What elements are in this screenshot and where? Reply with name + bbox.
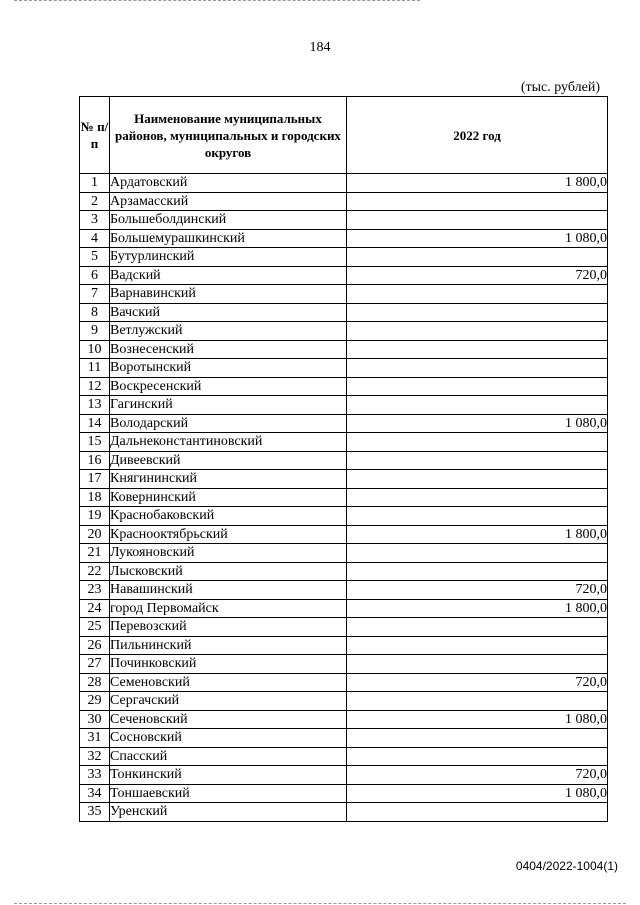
row-value xyxy=(347,544,608,563)
row-number: 35 xyxy=(80,803,110,822)
row-name: Арзамасский xyxy=(110,192,347,211)
row-value xyxy=(347,562,608,581)
row-name: Перевозский xyxy=(110,618,347,637)
units-label: (тыс. рублей) xyxy=(520,80,600,95)
table-row xyxy=(80,544,608,563)
row-value xyxy=(347,692,608,711)
row-name: Вачский xyxy=(110,303,347,322)
row-value: 720,0 xyxy=(347,581,608,600)
row-number: 18 xyxy=(80,488,110,507)
table-row xyxy=(80,599,608,618)
row-name: Сеченовский xyxy=(110,710,347,729)
table-row xyxy=(80,396,608,415)
table-row xyxy=(80,285,608,304)
row-value xyxy=(347,377,608,396)
row-name: Княгининский xyxy=(110,470,347,489)
row-number: 7 xyxy=(80,285,110,304)
table-row xyxy=(80,377,608,396)
row-value: 1 800,0 xyxy=(347,599,608,618)
row-value xyxy=(347,470,608,489)
table-row xyxy=(80,655,608,674)
table-row xyxy=(80,451,608,470)
row-name: Краснобаковский xyxy=(110,507,347,526)
row-name: город Первомайск xyxy=(110,599,347,618)
row-number: 20 xyxy=(80,525,110,544)
table-row xyxy=(80,229,608,248)
row-number: 13 xyxy=(80,396,110,415)
row-number: 21 xyxy=(80,544,110,563)
header-name: Наименование муниципальных районов, муниципальных и городских округов xyxy=(110,97,347,174)
table-row xyxy=(80,636,608,655)
row-name: Уренский xyxy=(110,803,347,822)
row-number: 1 xyxy=(80,174,110,193)
row-value xyxy=(347,803,608,822)
row-value xyxy=(347,507,608,526)
table-row xyxy=(80,692,608,711)
row-value: 720,0 xyxy=(347,673,608,692)
row-value xyxy=(347,285,608,304)
table-row xyxy=(80,414,608,433)
row-number: 30 xyxy=(80,710,110,729)
table-row xyxy=(80,303,608,322)
row-value: 1 080,0 xyxy=(347,710,608,729)
row-name: Навашинский xyxy=(110,581,347,600)
row-name: Гагинский xyxy=(110,396,347,415)
row-value: 720,0 xyxy=(347,266,608,285)
table-row xyxy=(80,581,608,600)
row-name: Дальнеконстантиновский xyxy=(110,433,347,452)
row-name: Лысковский xyxy=(110,562,347,581)
row-number: 12 xyxy=(80,377,110,396)
table-row xyxy=(80,174,608,193)
row-number: 17 xyxy=(80,470,110,489)
row-number: 2 xyxy=(80,192,110,211)
row-name: Тоншаевский xyxy=(110,784,347,803)
table-row xyxy=(80,766,608,785)
table-row xyxy=(80,747,608,766)
row-value: 1 080,0 xyxy=(347,229,608,248)
row-value xyxy=(347,729,608,748)
row-name: Воротынский xyxy=(110,359,347,378)
table-row xyxy=(80,803,608,822)
row-value xyxy=(347,433,608,452)
row-value xyxy=(347,618,608,637)
table-row xyxy=(80,322,608,341)
row-name: Сергачский xyxy=(110,692,347,711)
table-row xyxy=(80,192,608,211)
row-name: Пильнинский xyxy=(110,636,347,655)
table-row xyxy=(80,340,608,359)
table-row xyxy=(80,488,608,507)
row-number: 15 xyxy=(80,433,110,452)
row-number: 26 xyxy=(80,636,110,655)
row-value xyxy=(347,747,608,766)
page-number: 184 xyxy=(309,40,331,55)
row-number: 6 xyxy=(80,266,110,285)
table-row xyxy=(80,784,608,803)
row-value: 1 800,0 xyxy=(347,525,608,544)
row-number: 29 xyxy=(80,692,110,711)
allocation-table xyxy=(79,96,608,822)
row-number: 27 xyxy=(80,655,110,674)
header-year: 2022 год xyxy=(347,97,608,174)
table-row xyxy=(80,433,608,452)
table-row xyxy=(80,562,608,581)
row-value xyxy=(347,636,608,655)
table-row xyxy=(80,470,608,489)
row-value xyxy=(347,359,608,378)
row-name: Тонкинский xyxy=(110,766,347,785)
row-value xyxy=(347,655,608,674)
row-number: 8 xyxy=(80,303,110,322)
row-number: 31 xyxy=(80,729,110,748)
table-row xyxy=(80,266,608,285)
row-name: Дивеевский xyxy=(110,451,347,470)
table-row xyxy=(80,248,608,267)
table-header-row xyxy=(80,97,608,174)
row-number: 23 xyxy=(80,581,110,600)
table-row xyxy=(80,359,608,378)
row-number: 5 xyxy=(80,248,110,267)
row-number: 9 xyxy=(80,322,110,341)
row-name: Ковернинский xyxy=(110,488,347,507)
row-name: Семеновский xyxy=(110,673,347,692)
table-row xyxy=(80,507,608,526)
row-number: 3 xyxy=(80,211,110,230)
table-row xyxy=(80,211,608,230)
row-name: Воскресенский xyxy=(110,377,347,396)
row-name: Лукояновский xyxy=(110,544,347,563)
table-row xyxy=(80,729,608,748)
row-number: 16 xyxy=(80,451,110,470)
row-value xyxy=(347,248,608,267)
row-value xyxy=(347,451,608,470)
row-number: 33 xyxy=(80,766,110,785)
row-name: Вадский xyxy=(110,266,347,285)
row-name: Володарский xyxy=(110,414,347,433)
top-edge-line xyxy=(14,0,420,2)
row-number: 10 xyxy=(80,340,110,359)
row-name: Краснооктябрьский xyxy=(110,525,347,544)
row-name: Ветлужский xyxy=(110,322,347,341)
row-name: Большемурашкинский xyxy=(110,229,347,248)
row-name: Бутурлинский xyxy=(110,248,347,267)
row-name: Варнавинский xyxy=(110,285,347,304)
table-row xyxy=(80,673,608,692)
row-value xyxy=(347,396,608,415)
row-number: 4 xyxy=(80,229,110,248)
row-value: 720,0 xyxy=(347,766,608,785)
row-name: Вознесенский xyxy=(110,340,347,359)
row-value: 1 080,0 xyxy=(347,784,608,803)
row-name: Спасский xyxy=(110,747,347,766)
row-value xyxy=(347,488,608,507)
row-name: Ардатовский xyxy=(110,174,347,193)
row-number: 34 xyxy=(80,784,110,803)
table-row xyxy=(80,618,608,637)
row-number: 25 xyxy=(80,618,110,637)
row-value xyxy=(347,340,608,359)
row-value xyxy=(347,211,608,230)
table-body xyxy=(80,174,608,822)
table-row xyxy=(80,525,608,544)
row-value xyxy=(347,303,608,322)
row-value: 1 800,0 xyxy=(347,174,608,193)
table-row xyxy=(80,710,608,729)
row-name: Починковский xyxy=(110,655,347,674)
document-code: 0404/2022-1004(1) xyxy=(515,859,618,873)
row-number: 32 xyxy=(80,747,110,766)
row-value xyxy=(347,192,608,211)
row-number: 11 xyxy=(80,359,110,378)
row-name: Большеболдинский xyxy=(110,211,347,230)
row-name: Сосновский xyxy=(110,729,347,748)
row-value xyxy=(347,322,608,341)
row-number: 14 xyxy=(80,414,110,433)
row-number: 28 xyxy=(80,673,110,692)
row-number: 22 xyxy=(80,562,110,581)
header-num: № п/п xyxy=(80,97,110,174)
row-value: 1 080,0 xyxy=(347,414,608,433)
row-number: 24 xyxy=(80,599,110,618)
row-number: 19 xyxy=(80,507,110,526)
